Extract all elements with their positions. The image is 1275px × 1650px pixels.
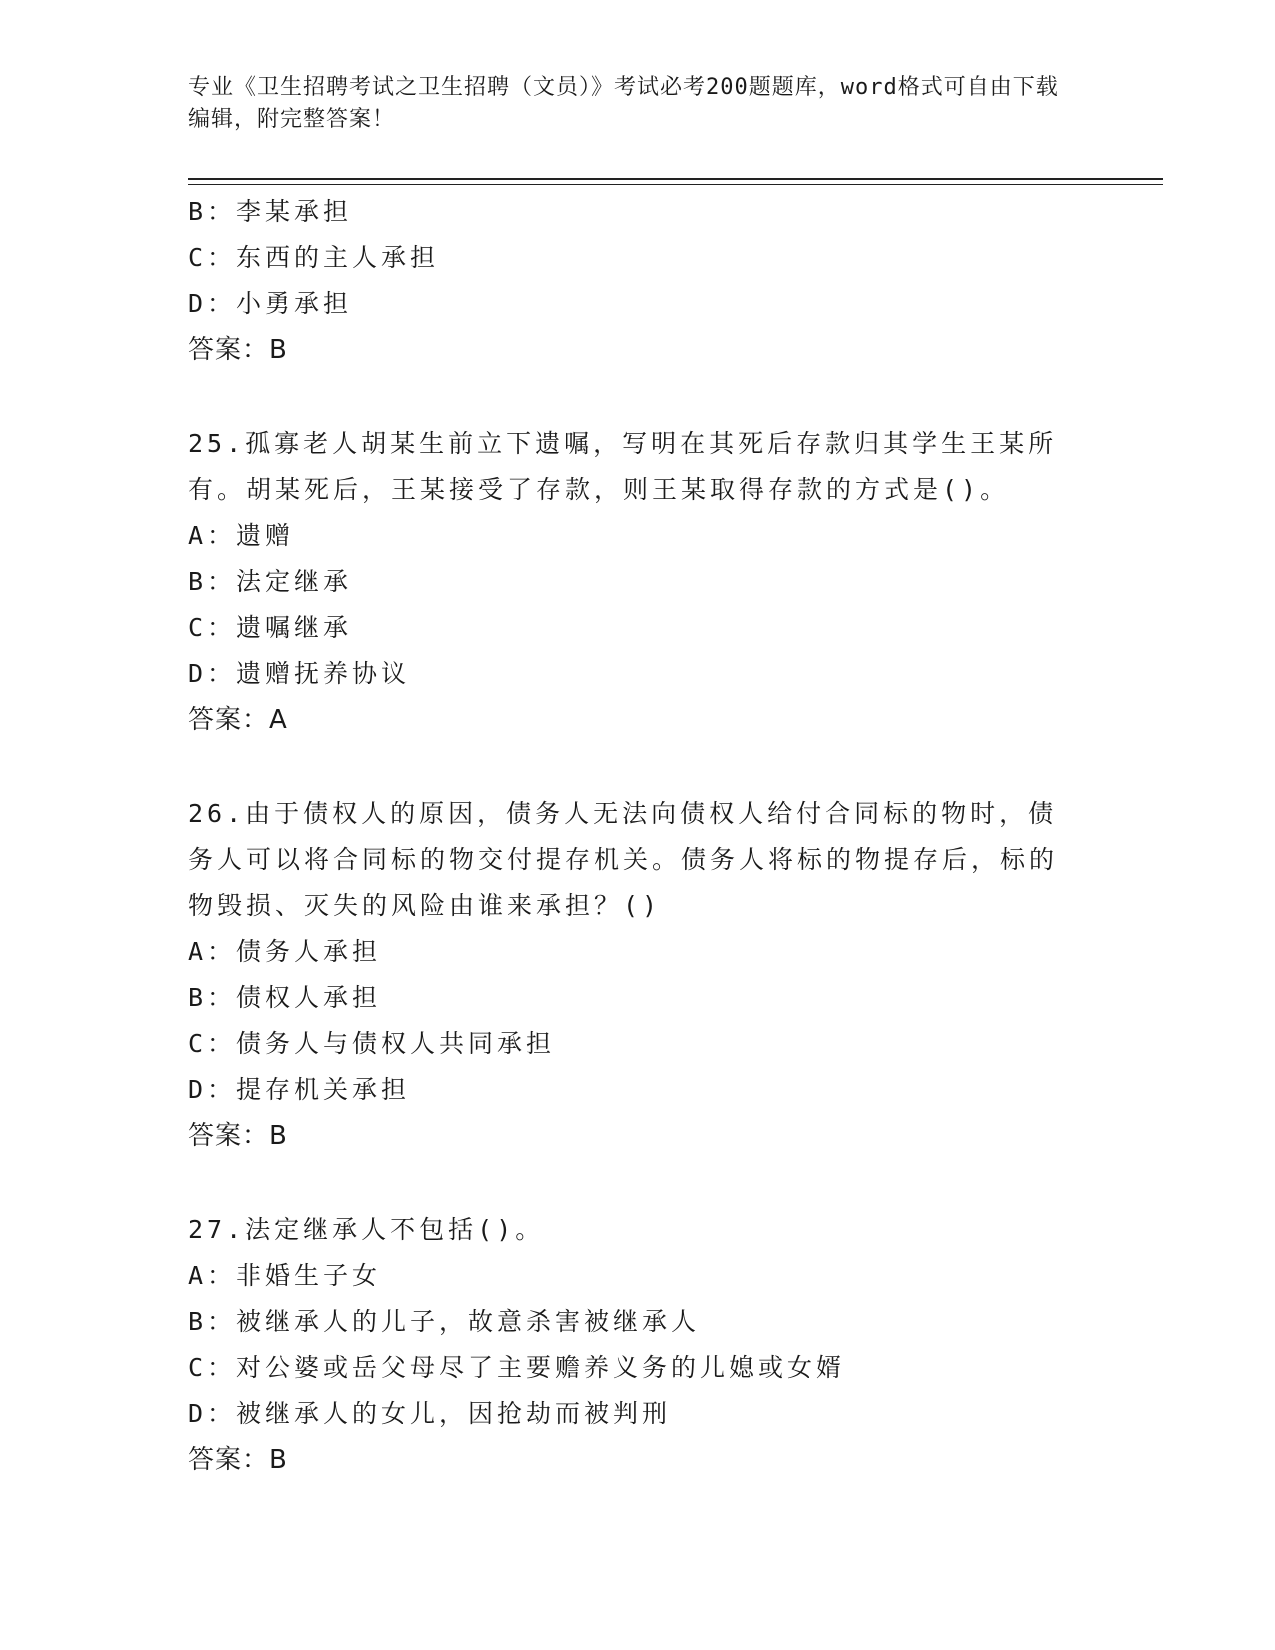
option-c: C：债务人与债权人共同承担 [188, 1029, 556, 1058]
spacer [188, 373, 1088, 421]
option-d: D：小勇承担 [188, 289, 353, 318]
answer-line: 答案：B [188, 1445, 288, 1475]
option-b: B：李某承担 [188, 197, 353, 226]
question-24-continuation [188, 189, 1088, 373]
option-b: B：被继承人的儿子，故意杀害被继承人 [188, 1307, 701, 1336]
option-d: D：被继承人的女儿，因抢劫而被判刑 [188, 1399, 672, 1428]
question-27 [188, 1207, 1088, 1483]
option-c: C：东西的主人承担 [188, 243, 440, 272]
question-26 [188, 791, 1088, 1159]
spacer [188, 1159, 1088, 1207]
question-25 [188, 421, 1088, 743]
header-rule-thin [188, 184, 1163, 185]
option-c: C：遗嘱继承 [188, 613, 353, 642]
answer-line: 答案：B [188, 335, 288, 365]
question-stem: 26.由于债权人的原因，债务人无法向债权人给付合同标的物时，债务人可以将合同标的物交付提存机关。债务人将标的物提存后，标的物毁损、灭失的风险由谁来承担？() [188, 799, 1059, 920]
option-d: D：提存机关承担 [188, 1075, 411, 1104]
option-b: B：债权人承担 [188, 983, 382, 1012]
spacer [188, 743, 1088, 791]
option-a: A：非婚生子女 [188, 1261, 382, 1290]
option-a: A：遗赠 [188, 521, 295, 550]
option-d: D：遗赠抚养协议 [188, 659, 411, 688]
option-c: C：对公婆或岳父母尽了主要赡养义务的儿媳或女婿 [188, 1353, 846, 1382]
header-rule-thick [188, 178, 1163, 180]
option-b: B：法定继承 [188, 567, 353, 596]
answer-line: 答案：A [188, 705, 288, 735]
question-stem: 27.法定继承人不包括()。 [188, 1215, 545, 1244]
document-header-title: 专业《卫生招聘考试之卫生招聘（文员）》考试必考200题题库，word格式可自由下载编辑，附完整答案！ [188, 75, 1059, 132]
answer-line: 答案：B [188, 1121, 288, 1151]
option-a: A：债务人承担 [188, 937, 382, 966]
question-stem: 25.孤寡老人胡某生前立下遗嘱，写明在其死后存款归其学生王某所有。胡某死后，王某接受了存款，则王某取得存款的方式是()。 [188, 429, 1058, 504]
question-content [188, 189, 1088, 1483]
